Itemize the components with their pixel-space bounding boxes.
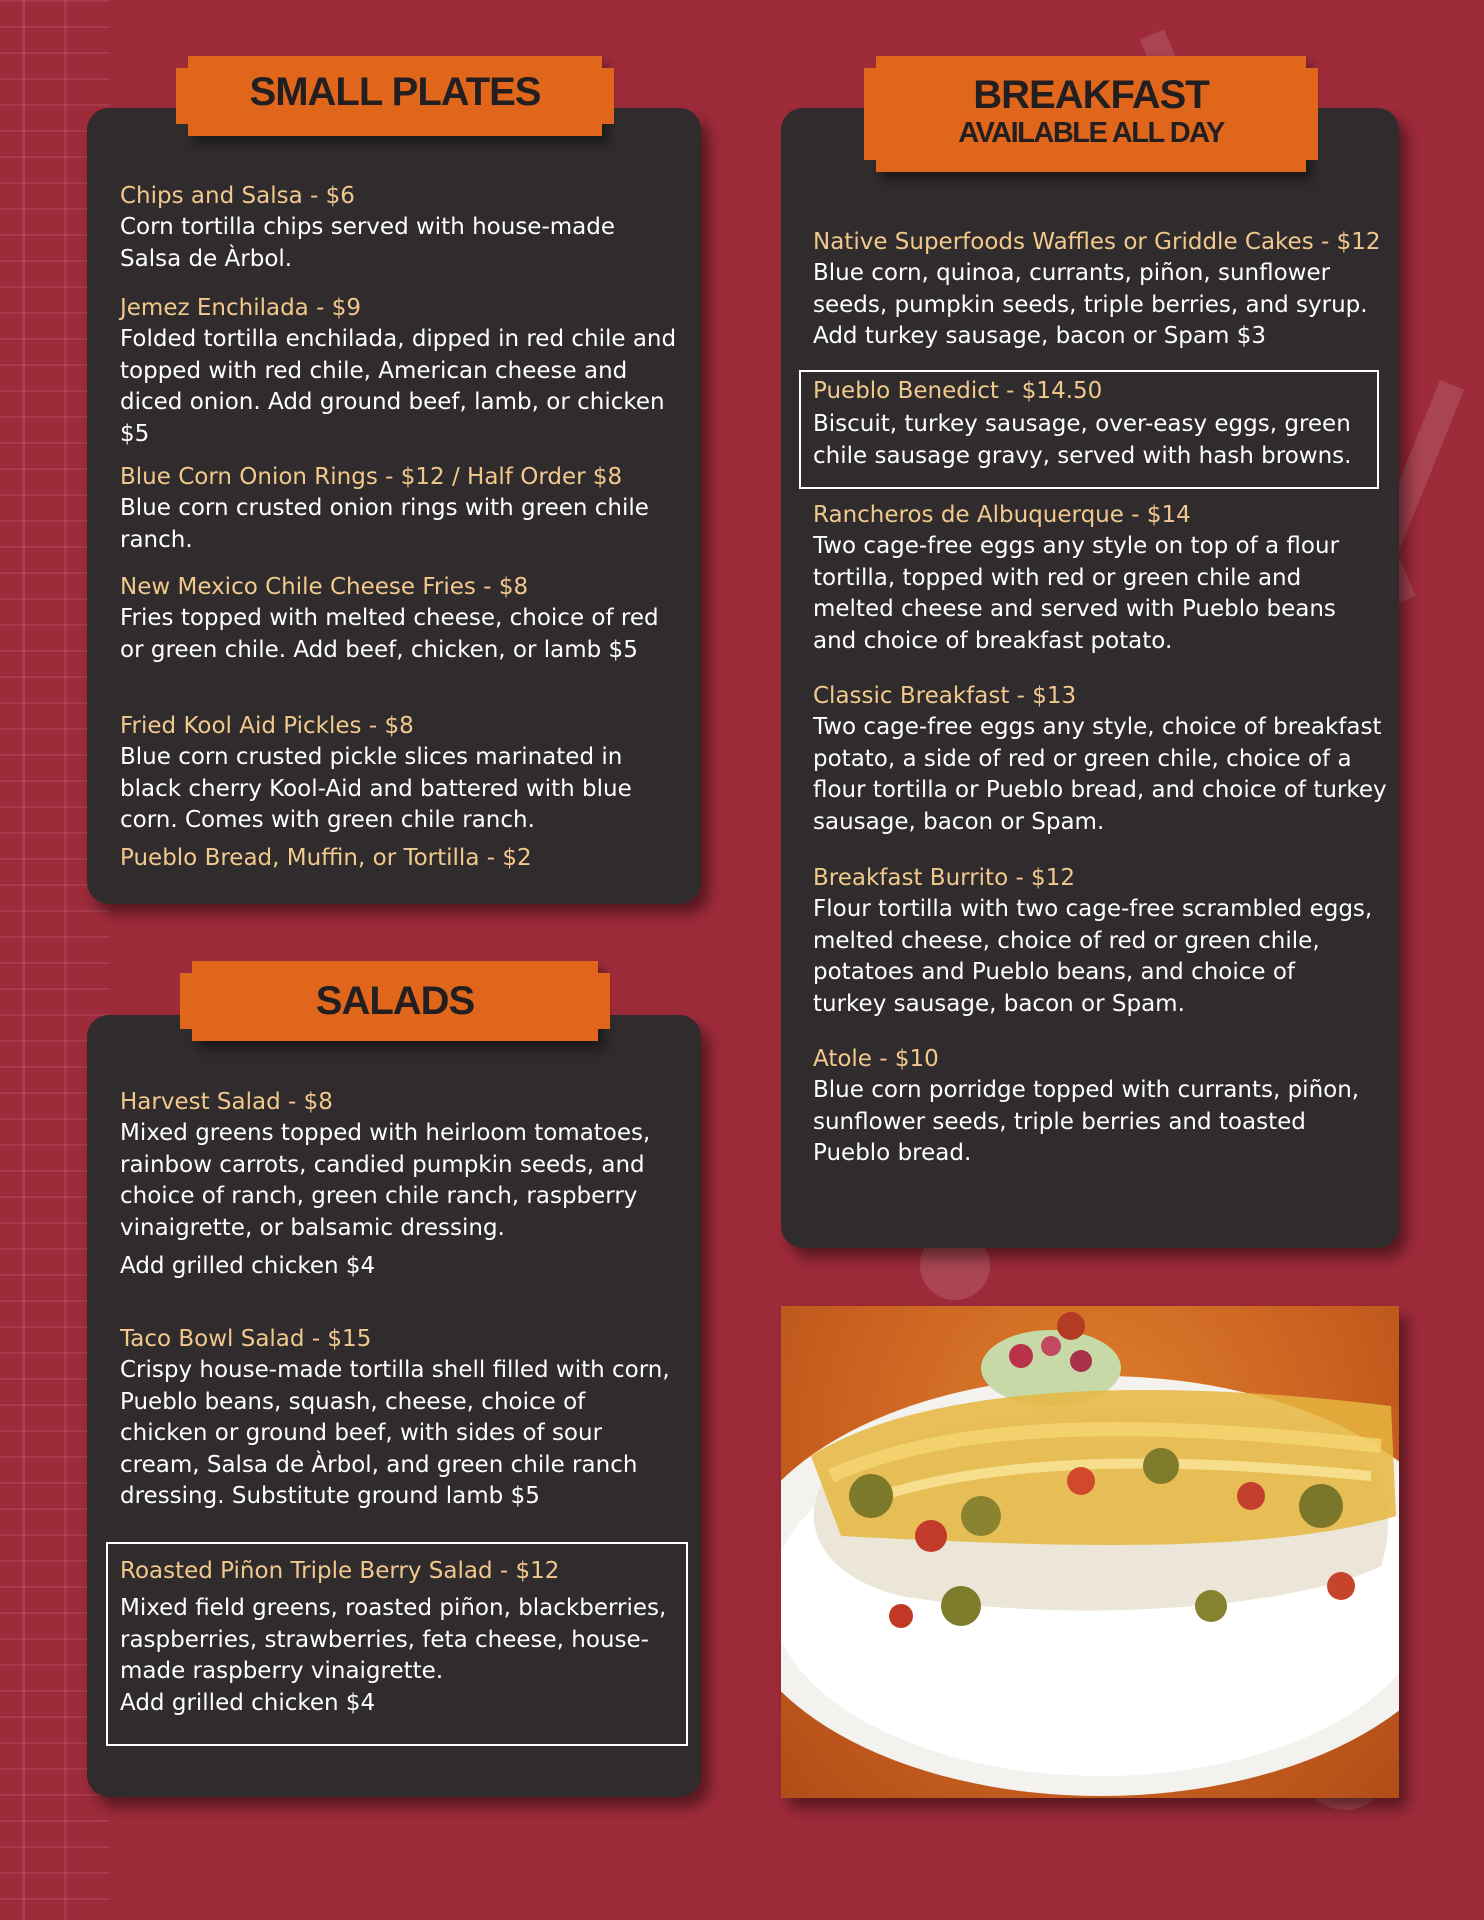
- small-plates-banner: [188, 56, 602, 136]
- item-description: Blue corn crusted pickle slices marinated in black cherry Kool-Aid and battered with blue corn. Comes with green chile ranch.: [120, 744, 632, 833]
- item-title: Roasted Piñon Triple Berry Salad - $12: [120, 1558, 560, 1584]
- item-title: Breakfast Burrito - $12: [813, 865, 1075, 891]
- menu-item: [120, 1324, 680, 1513]
- menu-item: [120, 1087, 685, 1283]
- item-addon: Add grilled chicken $4: [120, 1689, 376, 1716]
- item-title: Atole - $10: [813, 1046, 939, 1072]
- item-title: Native Superfoods Waffles or Griddle Cakes - $12: [813, 229, 1381, 255]
- menu-item: [813, 681, 1388, 838]
- item-description: Mixed greens topped with heirloom tomatoes, rainbow carrots, candied pumpkin seeds, and choice of ranch, green chile ranch, raspberry vinaigrette, or balsamic dressing.: [120, 1120, 651, 1241]
- menu-item-featured: [813, 376, 1373, 472]
- item-title: Blue Corn Onion Rings - $12 / Half Order $8: [120, 464, 623, 490]
- item-description: Two cage-free eggs any style, choice of breakfast potato, a side of red or green chile, choice of a flour tortilla or Pueblo bread, and choice of turkey sausage, bacon or Spam.: [813, 714, 1387, 835]
- breakfast-heading: BREAKFAST: [973, 73, 1209, 117]
- item-title: Pueblo Benedict - $14.50: [813, 378, 1103, 404]
- item-description: Biscuit, turkey sausage, over-easy eggs, green chile sausage gravy, served with hash browns.: [813, 411, 1352, 469]
- item-title: Jemez Enchilada - $9: [120, 295, 361, 321]
- item-title: Pueblo Bread, Muffin, or Tortilla - $2: [120, 845, 532, 871]
- item-description: Mixed field greens, roasted piñon, blackberries, raspberries, strawberries, feta cheese, house-made raspberry vinaigrette.: [120, 1595, 667, 1684]
- menu-item: [120, 572, 680, 666]
- background-pattern-line: [22, 0, 25, 1920]
- menu-item: [813, 227, 1388, 353]
- item-addon: Add grilled chicken $4: [120, 1253, 376, 1279]
- item-description: Fries topped with melted cheese, choice of red or green chile. Add beef, chicken, or lamb $5: [120, 605, 659, 663]
- menu-item-featured: [120, 1556, 680, 1719]
- burrito-plate-illustration: [781, 1306, 1399, 1798]
- menu-item: [120, 843, 680, 874]
- menu-item: [120, 293, 680, 450]
- item-description: Blue corn crusted onion rings with green chile ranch.: [120, 495, 649, 553]
- menu-item: [120, 711, 680, 837]
- item-title: Taco Bowl Salad - $15: [120, 1326, 372, 1352]
- item-title: Harvest Salad - $8: [120, 1089, 333, 1115]
- menu-item: [120, 181, 680, 275]
- item-description: Blue corn, quinoa, currants, piñon, sunflower seeds, pumpkin seeds, triple berries, and syrup. Add turkey sausage, bacon or Spam $3: [813, 260, 1368, 349]
- background-pattern-line: [64, 0, 67, 1920]
- menu-item: [813, 1044, 1373, 1170]
- item-title: New Mexico Chile Cheese Fries - $8: [120, 574, 529, 600]
- item-description: Blue corn porridge topped with currants, piñon, sunflower seeds, triple berries and toasted Pueblo bread.: [813, 1077, 1360, 1166]
- item-title: Classic Breakfast - $13: [813, 683, 1077, 709]
- menu-item: [813, 500, 1373, 657]
- small-plates-heading: SMALL PLATES: [249, 70, 541, 114]
- item-description: Two cage-free eggs any style on top of a flour tortilla, topped with red or green chile and melted cheese and served with Pueblo beans and choice of breakfast potato.: [813, 533, 1340, 654]
- item-title: Chips and Salsa - $6: [120, 183, 355, 209]
- item-description: Folded tortilla enchilada, dipped in red chile and topped with red chile, American cheese and diced onion. Add ground beef, lamb, or chicken $5: [120, 326, 677, 447]
- salads-heading: SALADS: [315, 979, 475, 1023]
- item-description: Crispy house-made tortilla shell filled with corn, Pueblo beans, squash, cheese, choice of chicken or ground beef, with sides of sour cream, Salsa de Àrbol, and green chile ranch dressing. Substitute ground lamb $5: [120, 1357, 670, 1509]
- salads-banner: [192, 961, 598, 1041]
- breakfast-subheading: AVAILABLE ALL DAY: [958, 117, 1224, 149]
- menu-item: [813, 863, 1373, 1020]
- item-title: Rancheros de Albuquerque - $14: [813, 502, 1191, 528]
- item-title: Fried Kool Aid Pickles - $8: [120, 713, 414, 739]
- breakfast-burrito-photo: [781, 1306, 1399, 1798]
- menu-item: [120, 462, 680, 556]
- item-description: Corn tortilla chips served with house-made Salsa de Àrbol.: [120, 214, 615, 272]
- breakfast-banner: [876, 56, 1306, 172]
- item-description: Flour tortilla with two cage-free scrambled eggs, melted cheese, choice of red or green chile, potatoes and Pueblo beans, and choice of turkey sausage, bacon or Spam.: [813, 896, 1373, 1017]
